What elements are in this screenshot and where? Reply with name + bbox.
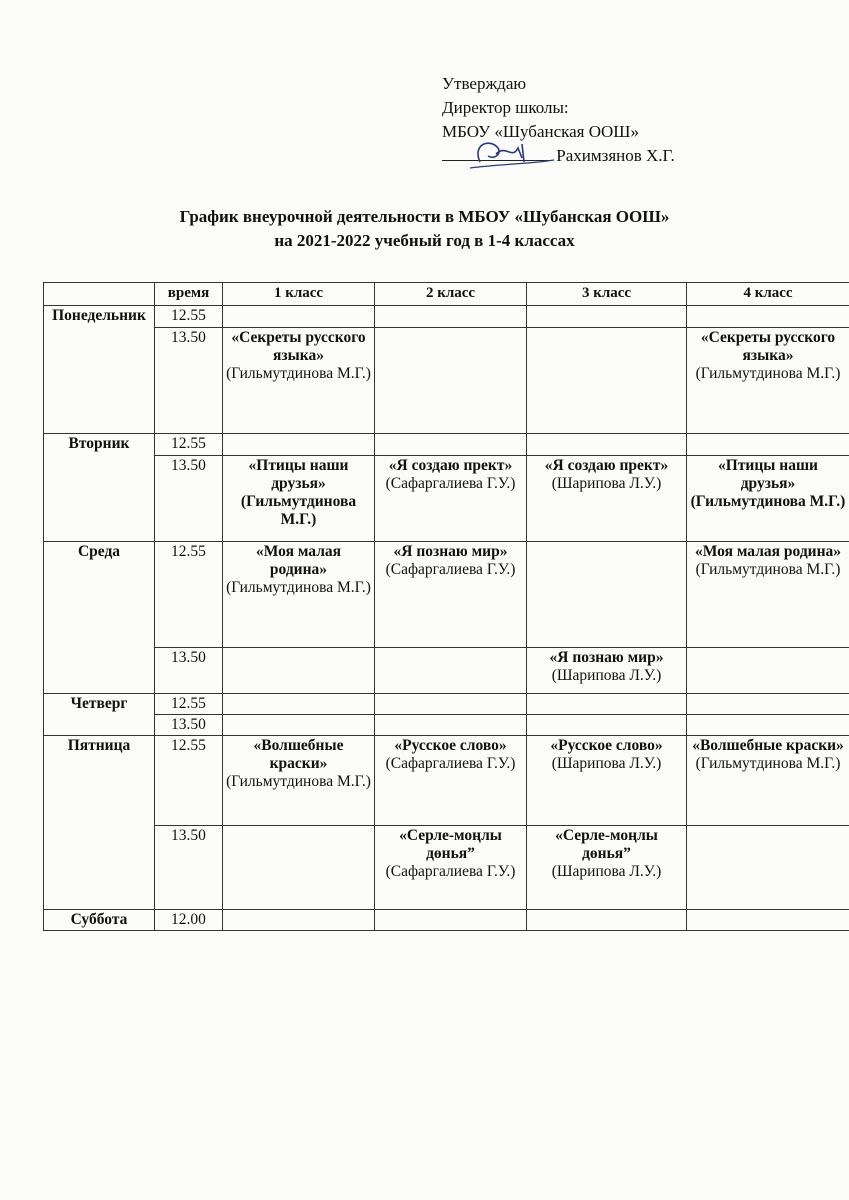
course-name: «Секреты русского языка» <box>231 329 366 364</box>
table-row <box>44 736 849 826</box>
cell-course <box>687 736 849 826</box>
cell <box>375 648 527 694</box>
day-saturday: Суббота <box>44 910 155 931</box>
approval-block <box>442 72 675 168</box>
cell-course <box>223 736 375 826</box>
cell-course <box>527 736 687 826</box>
cell <box>687 648 849 694</box>
page-title <box>0 205 849 253</box>
day-thursday: Четверг <box>44 694 155 736</box>
cell <box>223 306 375 328</box>
cell <box>527 306 687 328</box>
course-name: «Русское слово» <box>394 737 507 754</box>
schedule-table <box>43 282 849 931</box>
teacher-name: (Гильмутдинова М.Г.) <box>695 755 841 772</box>
teacher-name: (Сафаргалиева Г.У.) <box>385 863 516 880</box>
course-name: «Секреты русского языка» <box>700 329 836 364</box>
time-cell: 13.50 <box>155 715 223 736</box>
cell <box>223 826 375 910</box>
cell <box>223 694 375 715</box>
cell-course <box>687 456 849 542</box>
teacher-name: (Гильмутдинова М.Г.) <box>695 365 841 382</box>
header-class-2: 2 класс <box>375 283 527 306</box>
day-wednesday: Среда <box>44 542 155 694</box>
teacher-name: (Сафаргалиева Г.У.) <box>385 755 516 772</box>
cell-course <box>223 328 375 434</box>
title-line-1: График внеурочной деятельности в МБОУ «Шубанская ООШ» <box>179 207 670 226</box>
time-cell: 13.50 <box>155 456 223 542</box>
header-class-1: 1 класс <box>223 283 375 306</box>
cell-course <box>527 648 687 694</box>
time-cell: 13.50 <box>155 826 223 910</box>
header-time: время <box>155 283 223 306</box>
cell-course <box>687 328 849 434</box>
course-name: «Русское слово» <box>550 737 663 754</box>
cell <box>375 306 527 328</box>
teacher-name: (Гильмутдинова М.Г.) <box>695 561 841 578</box>
cell <box>375 434 527 456</box>
cell-course <box>687 542 849 648</box>
cell <box>687 694 849 715</box>
table-row <box>44 542 849 648</box>
cell <box>527 694 687 715</box>
teacher-name: (Гильмутдинова М.Г.) <box>226 773 371 790</box>
time-cell: 12.55 <box>155 736 223 826</box>
cell-course <box>375 826 527 910</box>
approval-line-school: МБОУ «Шубанская ООШ» <box>442 122 639 141</box>
course-name: «Волшебные краски» <box>253 737 344 772</box>
course-name: «Волшебные краски» <box>692 737 844 754</box>
course-name: «Моя малая родина» <box>694 543 842 560</box>
cell <box>687 715 849 736</box>
table-row <box>44 648 849 694</box>
teacher-name: (Шарипова Л.У.) <box>551 475 662 492</box>
course-name: «Я познаю мир» <box>393 543 508 560</box>
time-cell: 12.55 <box>155 306 223 328</box>
day-monday: Понедельник <box>44 306 155 434</box>
cell-course <box>375 542 527 648</box>
cell <box>375 910 527 931</box>
course-name: «Моя малая родина» <box>255 543 342 578</box>
cell <box>527 434 687 456</box>
day-friday: Пятница <box>44 736 155 910</box>
course-name: «Птицы наши друзья» <box>248 457 349 492</box>
teacher-name: (Гильмутдинова М.Г.) <box>226 365 371 382</box>
cell <box>687 826 849 910</box>
teacher-name: (Сафаргалиева Г.У.) <box>385 475 516 492</box>
table-row <box>44 456 849 542</box>
approval-line-director: Директор школы: <box>442 98 569 117</box>
header-class-3: 3 класс <box>527 283 687 306</box>
table-row <box>44 306 849 328</box>
cell <box>527 910 687 931</box>
cell-course <box>375 736 527 826</box>
teacher-name: (Гильмутдинова М.Г.) <box>226 579 371 596</box>
cell <box>527 328 687 434</box>
teacher-name: (Шарипова Л.У.) <box>551 667 662 684</box>
course-name: «Я создаю прект» <box>544 457 669 474</box>
time-cell: 12.00 <box>155 910 223 931</box>
cell <box>375 715 527 736</box>
table-row <box>44 910 849 931</box>
signature-image <box>450 134 560 174</box>
cell-course <box>375 456 527 542</box>
cell <box>223 910 375 931</box>
teacher-name: (Шарипова Л.У.) <box>551 863 662 880</box>
cell-course <box>223 456 375 542</box>
course-name: «Я создаю прект» <box>388 457 513 474</box>
approval-line-approve: Утверждаю <box>442 74 527 93</box>
table-row <box>44 826 849 910</box>
signature-line <box>442 144 675 168</box>
time-cell: 13.50 <box>155 648 223 694</box>
table-row <box>44 715 849 736</box>
title-line-2: на 2021-2022 учебный год в 1-4 классах <box>274 231 575 250</box>
day-tuesday: Вторник <box>44 434 155 542</box>
time-cell: 13.50 <box>155 328 223 434</box>
cell <box>223 715 375 736</box>
signer-name: Рахимзянов Х.Г. <box>556 146 675 165</box>
course-name: «Я познаю мир» <box>549 649 664 666</box>
header-row <box>44 283 849 306</box>
cell <box>527 715 687 736</box>
cell-course <box>527 456 687 542</box>
course-name: «Серле-моңлы дөнья” <box>399 827 502 862</box>
time-cell: 12.55 <box>155 434 223 456</box>
cell <box>527 542 687 648</box>
cell <box>687 434 849 456</box>
cell <box>375 694 527 715</box>
table-row <box>44 328 849 434</box>
header-class-4: 4 класс <box>687 283 849 306</box>
table-row <box>44 694 849 715</box>
teacher-name: (Гильмутдинова М.Г.) <box>690 493 846 510</box>
cell <box>687 306 849 328</box>
cell <box>375 328 527 434</box>
cell <box>223 648 375 694</box>
cell <box>687 910 849 931</box>
cell <box>223 434 375 456</box>
teacher-name: (Гильмутдинова М.Г.) <box>240 493 357 528</box>
time-cell: 12.55 <box>155 542 223 648</box>
teacher-name: (Шарипова Л.У.) <box>551 755 662 772</box>
cell-course <box>223 542 375 648</box>
time-cell: 12.55 <box>155 694 223 715</box>
course-name: «Серле-моңлы дөнья” <box>555 827 658 862</box>
course-name: «Птицы наши друзья» <box>718 457 818 492</box>
cell-course <box>527 826 687 910</box>
teacher-name: (Сафаргалиева Г.У.) <box>385 561 516 578</box>
table-row <box>44 434 849 456</box>
header-day <box>44 283 155 306</box>
